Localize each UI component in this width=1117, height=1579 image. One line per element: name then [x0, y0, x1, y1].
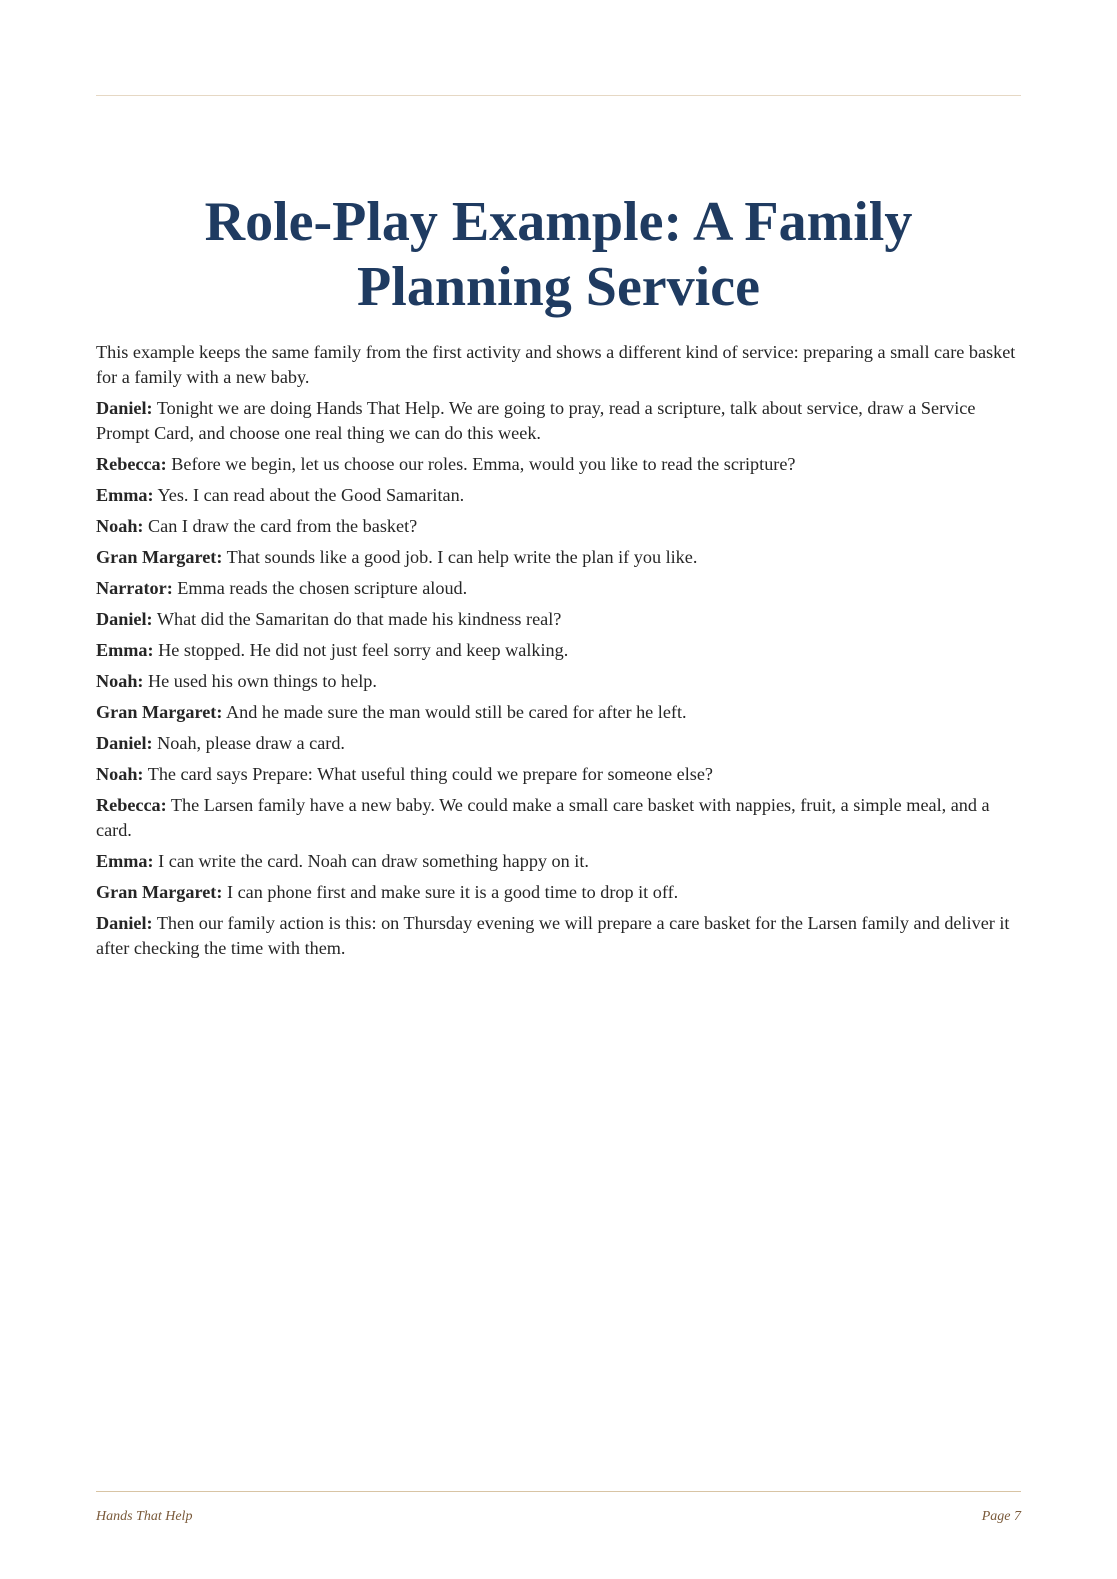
speaker-name: Noah: [96, 516, 144, 536]
dialogue-line [96, 514, 1026, 539]
speaker-name: Daniel: [96, 398, 153, 418]
dialogue-line [96, 452, 1026, 477]
dialogue-line [96, 545, 1026, 570]
dialogue-line [96, 396, 1026, 446]
dialogue-text: Noah, please draw a card. [157, 733, 345, 753]
page-number: Page 7 [981, 1509, 1021, 1524]
speaker-name: Daniel: [96, 913, 153, 933]
dialogue-text: He stopped. He did not just feel sorry and keep walking. [158, 640, 569, 660]
speaker-name: Emma: [96, 851, 154, 871]
dialogue-line [96, 638, 1026, 663]
header-divider [96, 95, 1021, 96]
dialogue-text: The Larsen family have a new baby. We could make a small care basket with nappies, fruit, a simple meal, and a card. [96, 795, 990, 840]
speaker-name: Gran Margaret: [96, 702, 223, 722]
speaker-name: Daniel: [96, 609, 153, 629]
dialogue-text: Tonight we are doing Hands That Help. We are going to pray, read a scripture, talk about service, draw a Service Prompt Card, and choose one real thing we can do this week. [96, 398, 976, 443]
page-title: Role-Play Example: A Family Planning Service [204, 191, 913, 318]
intro-paragraph: This example keeps the same family from the first activity and shows a different kind of service: preparing a small care basket for a family with a new baby. [96, 342, 1016, 387]
dialogue-text: Can I draw the card from the basket? [148, 516, 418, 536]
dialogue-text: Before we begin, let us choose our roles. Emma, would you like to read the scripture? [171, 454, 796, 474]
speaker-name: Rebecca: [96, 454, 167, 474]
dialogue-text: Yes. I can read about the Good Samaritan. [157, 485, 465, 505]
speaker-name: Gran Margaret: [96, 882, 223, 902]
dialogue-text: Then our family action is this: on Thursday evening we will prepare a care basket for the Larsen family and deliver it after checking the time with them. [96, 913, 1010, 958]
dialogue-line [96, 731, 1026, 756]
speaker-name: Emma: [96, 485, 154, 505]
dialogue-text: He used his own things to help. [148, 671, 377, 691]
dialogue-line [96, 576, 1026, 601]
dialogue-line [96, 607, 1026, 632]
dialogue-line [96, 849, 1026, 874]
speaker-name: Narrator: [96, 578, 173, 598]
dialogue-text: I can write the card. Noah can draw something happy on it. [158, 851, 589, 871]
speaker-name: Daniel: [96, 733, 153, 753]
dialogue-line [96, 700, 1026, 725]
dialogue-text: Emma reads the chosen scripture aloud. [177, 578, 468, 598]
dialogue-text: The card says Prepare: What useful thing could we prepare for someone else? [147, 764, 713, 784]
speaker-name: Noah: [96, 671, 144, 691]
footer-divider [96, 1491, 1021, 1492]
dialogue-line [96, 483, 1026, 508]
dialogue-text: I can phone first and make sure it is a good time to drop it off. [226, 882, 679, 902]
speaker-name: Emma: [96, 640, 154, 660]
dialogue-line [96, 911, 1026, 961]
footer-title: Hands That Help [96, 1509, 193, 1524]
document-body [96, 340, 1026, 967]
speaker-name: Rebecca: [96, 795, 167, 815]
speaker-name: Noah: [96, 764, 144, 784]
dialogue-line [96, 669, 1026, 694]
dialogue-text: That sounds like a good job. I can help write the plan if you like. [226, 547, 698, 567]
dialogue-text: What did the Samaritan do that made his kindness real? [156, 609, 562, 629]
speaker-name: Gran Margaret: [96, 547, 223, 567]
dialogue-line [96, 762, 1026, 787]
dialogue-line [96, 793, 1026, 843]
dialogue-text: And he made sure the man would still be cared for after he left. [225, 702, 687, 722]
dialogue-line [96, 880, 1026, 905]
